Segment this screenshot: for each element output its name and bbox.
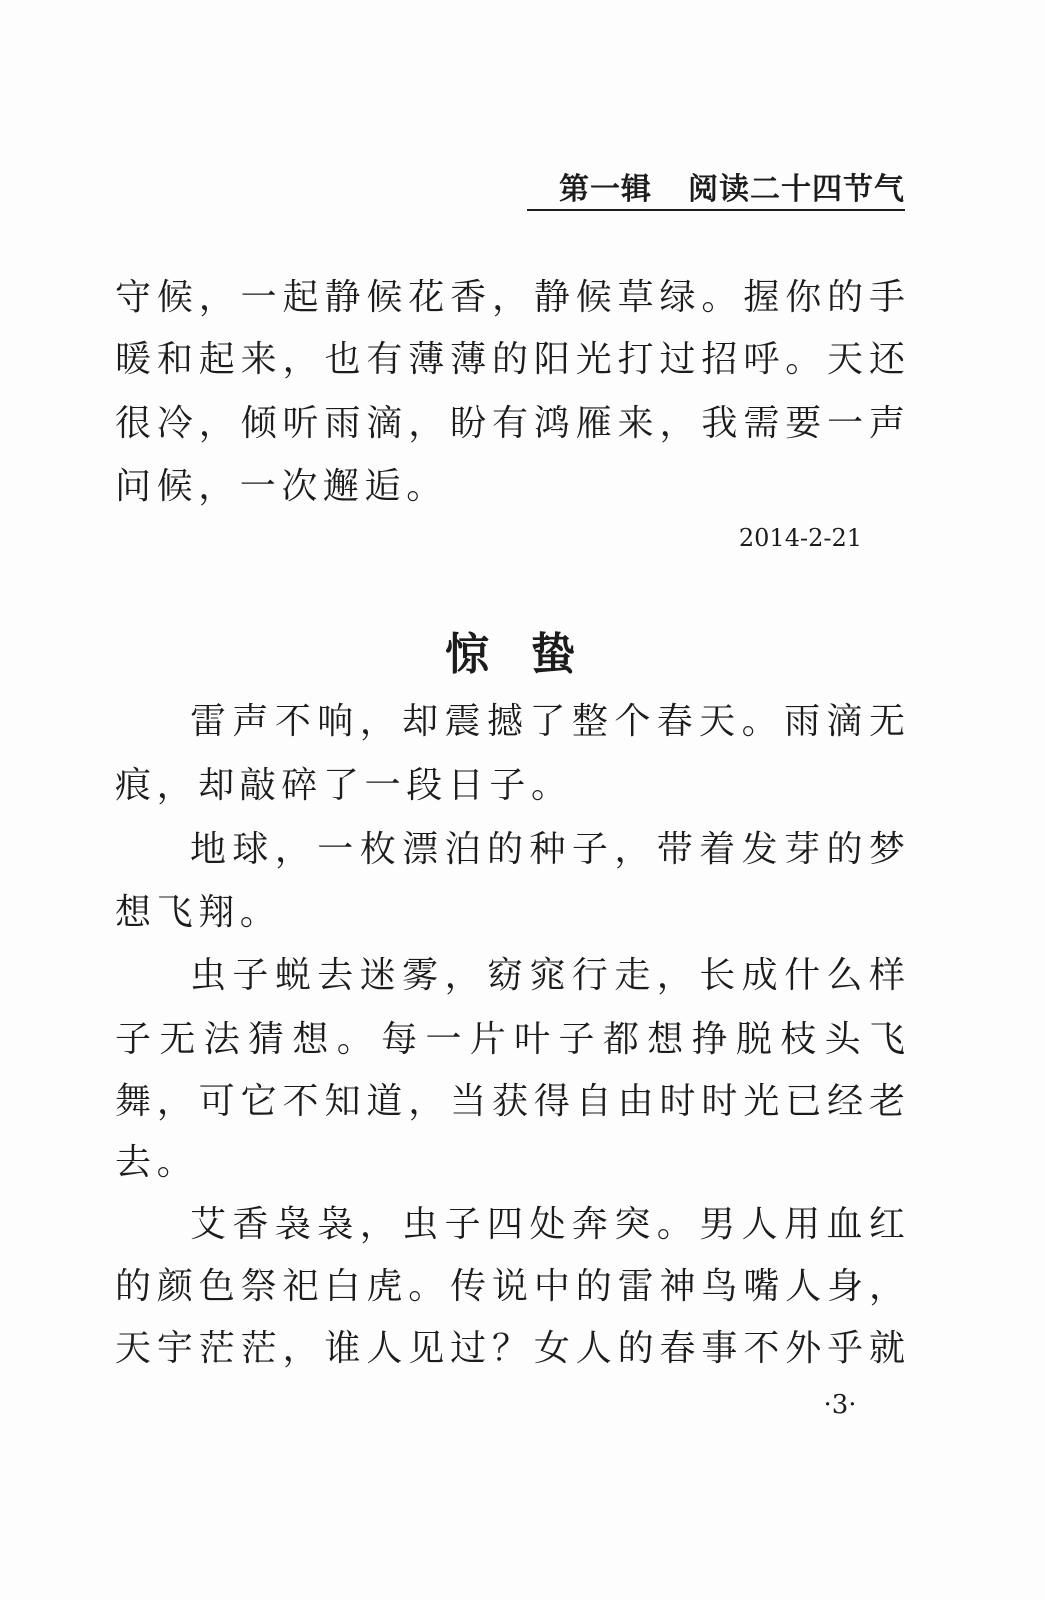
paragraph-line: 想飞翔。	[115, 892, 282, 933]
header-rule	[527, 209, 905, 211]
paragraph-line: 虫子蜕去迷雾，窈窕行走，长成什么样	[190, 955, 905, 996]
paragraph-line: 艾香袅袅，虫子四处奔突。男人用血红	[190, 1204, 905, 1245]
paragraph-line: 雷声不响，却震撼了整个春天。雨滴无	[190, 701, 905, 742]
header-part-title: 阅读二十四节气	[688, 172, 905, 207]
previous-essay-line: 守候，一起静候花香，静候草绿。握你的手	[115, 277, 905, 318]
page-number: ·3·	[823, 1390, 857, 1420]
essay-title: 惊蛰	[445, 629, 617, 680]
paragraph-line: 舞，可它不知道，当获得自由时时光已经老	[115, 1081, 905, 1122]
previous-essay-line: 暖和起来，也有薄薄的阳光打过招呼。天还	[115, 339, 905, 380]
previous-essay-line: 很冷，倾听雨滴，盼有鸿雁来，我需要一声	[115, 403, 905, 444]
paragraph-line: 天宇茫茫，谁人见过？女人的春事不外乎就	[115, 1328, 905, 1369]
paragraph-line: 痕，却敲碎了一段日子。	[115, 765, 573, 806]
paragraph-line: 子无法猜想。每一片叶子都想挣脱枝头飞	[115, 1019, 905, 1060]
paragraph-line: 的颜色祭祀白虎。传说中的雷神鸟嘴人身，	[115, 1266, 905, 1307]
previous-essay-line: 问候，一次邂逅。	[115, 466, 448, 507]
paragraph-line: 地球，一枚漂泊的种子，带着发芽的梦	[190, 829, 905, 870]
header-section-label: 第一辑	[559, 172, 652, 207]
paragraph-line: 去。	[115, 1142, 199, 1183]
running-header	[527, 170, 905, 210]
essay-date: 2014-2-21	[738, 524, 862, 552]
